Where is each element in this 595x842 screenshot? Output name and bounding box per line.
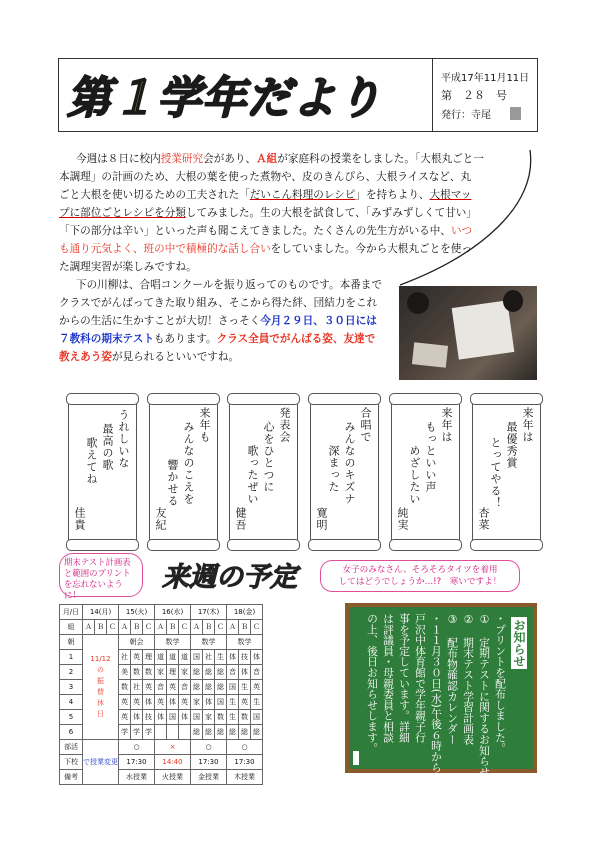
article-line-4: プに部位ごとレシピを分類してみました。生の大根を試食して、「みずみずしくて甘い」 <box>59 207 477 219</box>
senryu-scroll-4: 発表会 心をひとつに 歌ったぜい 健吾 <box>229 398 298 546</box>
notice-title: お知らせ <box>512 619 526 667</box>
schedule-period-3: 3 数 社 英 音 英 音 総 総 総 国 生 英 <box>60 680 263 695</box>
holiday-cell: 11/12 の 振 替 休 日 <box>83 635 119 740</box>
article-line-12: 教えあう姿が見られるといいですね。 <box>59 351 240 363</box>
tights-bubble: 女子のみなさん、そろそろタイツを着用 してはどうでしょうか…!? 寒いですよ！ <box>320 560 520 592</box>
senryu-scroll-1: 来年は 最優秀賞 とってやる！ 杏菜 <box>472 398 541 546</box>
schedule-period-4: 4 英 英 体 英 体 英 家 体 国 生 英 生 <box>60 695 263 710</box>
issue-date: 平成17年11月11日 <box>441 73 530 84</box>
schedule-class-row: 組 Ａ Ｂ Ｃ Ａ Ｂ Ｃ Ａ Ｂ Ｃ Ａ Ｂ Ｃ Ａ Ｂ Ｃ <box>60 620 263 635</box>
schedule-period-5: 5 英 体 技 体 国 体 国 家 数 生 数 国 <box>60 710 263 725</box>
class-photo <box>399 286 537 380</box>
curve-decoration <box>360 145 540 290</box>
senryu-scroll-3: 合唱で みんなのキズナ 深まった 寛明 <box>310 398 379 546</box>
senryu-scroll-5: 来年も みんなのこえを 響かせる 友紀 <box>149 398 218 546</box>
schedule-table <box>59 604 263 785</box>
schedule-period-2: 2 美 数 数 家 理 家 総 総 総 音 体 音 <box>60 665 263 680</box>
article-line-8: 下の川柳は、合唱コンクールを振り返ってのものです。本番まで <box>76 279 382 291</box>
header-divider <box>432 59 433 131</box>
schedule-title: 来週の予定 <box>162 562 297 593</box>
schedule-period-1: 1 社 英 理 道 道 道 国 社 生 体 技 体 <box>60 650 263 665</box>
schedule-leave-row: 下校 17:30 14:40 17:30 17:30 <box>60 755 263 770</box>
publisher: 発行：寺尾 <box>441 110 491 121</box>
article-line-11: ７教科の期末テストもあります。クラス全員でがんばる姿、友達で <box>59 333 376 345</box>
article-line-9: クラスでがんばってきた取り組み、そこから得た絆、団結力をこれ <box>59 297 378 309</box>
chalk-piece <box>353 751 359 765</box>
newsletter-title: 第１学年だより <box>67 73 382 124</box>
schedule-morning-row: 朝 11/12 の 振 替 休 日 朝会 数学 数学 数学 <box>60 635 263 650</box>
schedule-notes-row: 備考 水授業 火授業 金授業 木授業 <box>60 770 263 785</box>
senryu-scroll-2: 来年は もっといい声 めざしたい 純実 <box>391 398 460 546</box>
article-line-1: 今週は８日に校内授業研究会があり、Ａ組が家庭科の授業をしました。「大根丸ごと一 <box>76 153 484 165</box>
article-line-3: ごと大根を使い切るための工夫された「だいこん料理のレシピ」を持ちより、大根マッ <box>59 189 472 201</box>
article-line-7: た調理実習が楽しみですね。 <box>59 261 197 273</box>
article-line-5: 「下の部分は辛い」といった声も聞こえてきました。たくさんの先生方がいる中、いつ <box>59 225 473 237</box>
article-line-10: からの生活に生かすことが大切！さっそく今月２９日、３０日には <box>59 315 377 327</box>
test-plan-bubble: 期末テスト計画表と範囲のプリントを忘れないように！ <box>59 553 143 597</box>
grey-mark <box>510 107 521 120</box>
article-line-6: も通り元気よく、班の中で積極的な話し合いをしていました。今から大根丸ごとを使っ <box>59 243 472 255</box>
header-box <box>58 58 538 132</box>
schedule-change-note: で授業変更 <box>83 740 119 785</box>
schedule-club-row: 部活 で授業変更 ○ × ○ ○ <box>60 740 263 755</box>
issue-number: 第 ２８ 号 <box>441 89 507 102</box>
article-line-2: 本調理」の計画のため、大根の葉を使った煮物や、皮のきんぴら、大根ライスなど、丸 <box>59 171 472 183</box>
notice-blackboard: お知らせ ・プリントを配布しました。 ① 定期テストに関するお知らせ ② 期末テスト学習計画表 ③ 配布物確認カレンダー ・１１月３０日(水)午後６時から 戸沢中体育館で学年親子行 事を予定しています。詳細 は評議員・母親委員と相談 の上、後日お知らせします。 <box>345 603 537 773</box>
senryu-scroll-6: うれしいな 最高の歌 歌えてね 佳貴 <box>68 398 137 546</box>
schedule-period-6: 6 学 学 学 総 総 総 総 総 総 <box>60 725 263 740</box>
schedule-days-row: 月/日 14(月) 15(火) 16(水) 17(木) 18(金) <box>60 605 263 620</box>
